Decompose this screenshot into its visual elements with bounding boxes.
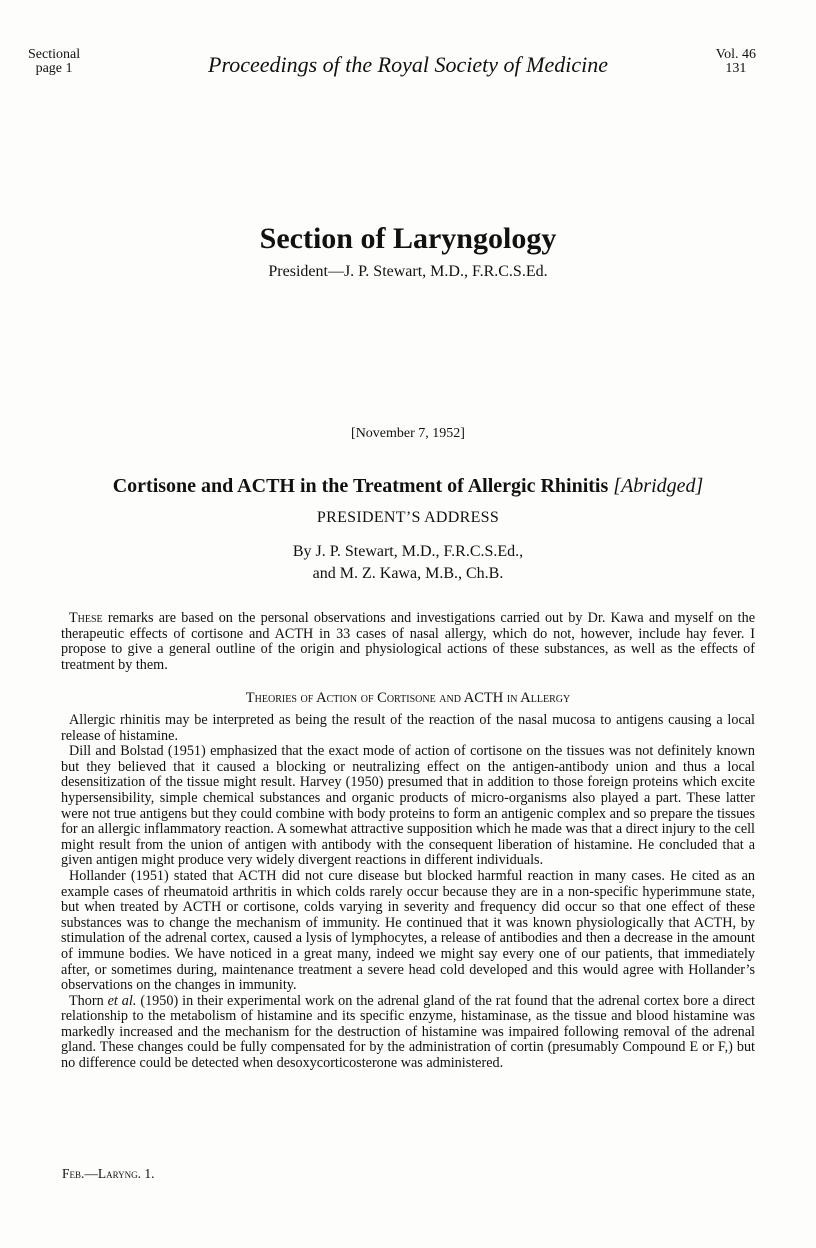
section-title: Section of Laryngology — [259, 222, 557, 255]
volume-number: Vol. 46 — [715, 47, 756, 62]
meeting-date: [November 7, 1952] — [351, 426, 465, 441]
paragraph-4-text: (1950) in their experimental work on the adrenal gland of the rat found that the adrenal cortex bore a direct relationship to the metabolism of histamine and its specific enzyme, histaminase, as the tissue and blood histamine was markedly increased and the mechanism for the destruction of histamine was impaired following removal of the adrenal gland. These changes could be fully compensated for by the administration of cortin (presumably Compound E or F,) but no difference could be detected when desoxycorticosterone was administered. — [61, 992, 755, 1072]
intro-lead-word: These — [69, 610, 103, 626]
paragraph-3: Hollander (1951) stated that ACTH did not cure disease but blocked harmful reaction in many cases. He cited as an example cases of rheumatoid arthritis in which colds rarely occur because they are in a non-specific hyperimmune state, but when treated by ACTH or cortisone, colds varying in severity and frequency did occur so that one effect of these substances was to change the mechanism of immunity. He continued that it was known physiologically that ACTH, by stimulation of the adrenal cortex, caused a lysis of lymphocytes, a release of antibodies and then a decrease in the amount of immune bodies. We have noticed in a great many, indeed we might say every one of our patients, that immediately after, or sometimes during, maintenance treatment a severe head cold developed and this would agree with Hollander’s observations on the changes in immunity. — [61, 867, 755, 994]
article-title — [0, 475, 816, 498]
paragraph-2: Dill and Bolstad (1951) emphasized that the exact mode of action of cortisone on the tissues was not definitely known but they believed that it caused a blocking or neutralizing effect on the antigen-antibody union and thus a local desensitization of the tissue might result. Harvey (1950) presumed that in addition to those foreign proteins which excite hypersensibility, simple chemical substances and organic products of micro-organisms also played a part. These latter were not true antigens but they could combine with body proteins to form an antigenic complex and so prepare the tissues for an allergic inflammatory reaction. A somewhat attractive supposition which he made was that a direct injury to the cell might result from the union of antigen with antibody with the consequent liberation of histamine. He concluded that a given antigen might produce very widely divergent reactions in different individuals. — [61, 743, 755, 869]
section-page-number: page 1 — [35, 61, 73, 76]
byline-author-1: By J. P. Stewart, M.D., F.R.C.S.Ed., — [292, 543, 524, 560]
volume-label — [716, 48, 756, 76]
byline — [0, 541, 816, 585]
page-number: 131 — [725, 61, 747, 76]
address-label: PRESIDENT’S ADDRESS — [316, 509, 500, 526]
intro-paragraph — [61, 611, 755, 673]
paragraph-1: Allergic rhinitis may be interpreted as being the result of the reaction of the nasal mucosa to antigens causing a local release of histamine. — [61, 712, 755, 744]
paragraph-4 — [61, 994, 755, 1072]
byline-author-2: and M. Z. Kawa, M.B., Ch.B. — [312, 565, 504, 582]
article-title-text: Cortisone and ACTH in the Treatment of Allergic Rhinitis — [112, 475, 609, 497]
journal-title: Proceedings of the Royal Society of Medicine — [208, 52, 608, 77]
paragraph-4-author: Thorn — [69, 992, 108, 1009]
intro-text: remarks are based on the personal observations and investigations carried out by Dr. Kawa and myself on the therapeutic effects of cortisone and ACTH in 33 cases of nasal allergy, which do not, however, include hay fever. I propose to give a general outline of the origin and physiological actions of these substances, as well as the effects of treatment by them. — [61, 610, 755, 673]
sectional-label: Sectional — [28, 47, 81, 62]
paragraph-4-etal: et al. — [107, 992, 137, 1009]
section-subheading: Theories of Action of Cortisone and ACTH in Allergy — [245, 690, 571, 706]
article-title-suffix: [Abridged] — [613, 475, 704, 497]
footer-signature: Feb.—Laryng. 1. — [62, 1166, 155, 1181]
main-text — [61, 713, 755, 1072]
section-president: President—J. P. Stewart, M.D., F.R.C.S.Ed. — [268, 263, 548, 280]
